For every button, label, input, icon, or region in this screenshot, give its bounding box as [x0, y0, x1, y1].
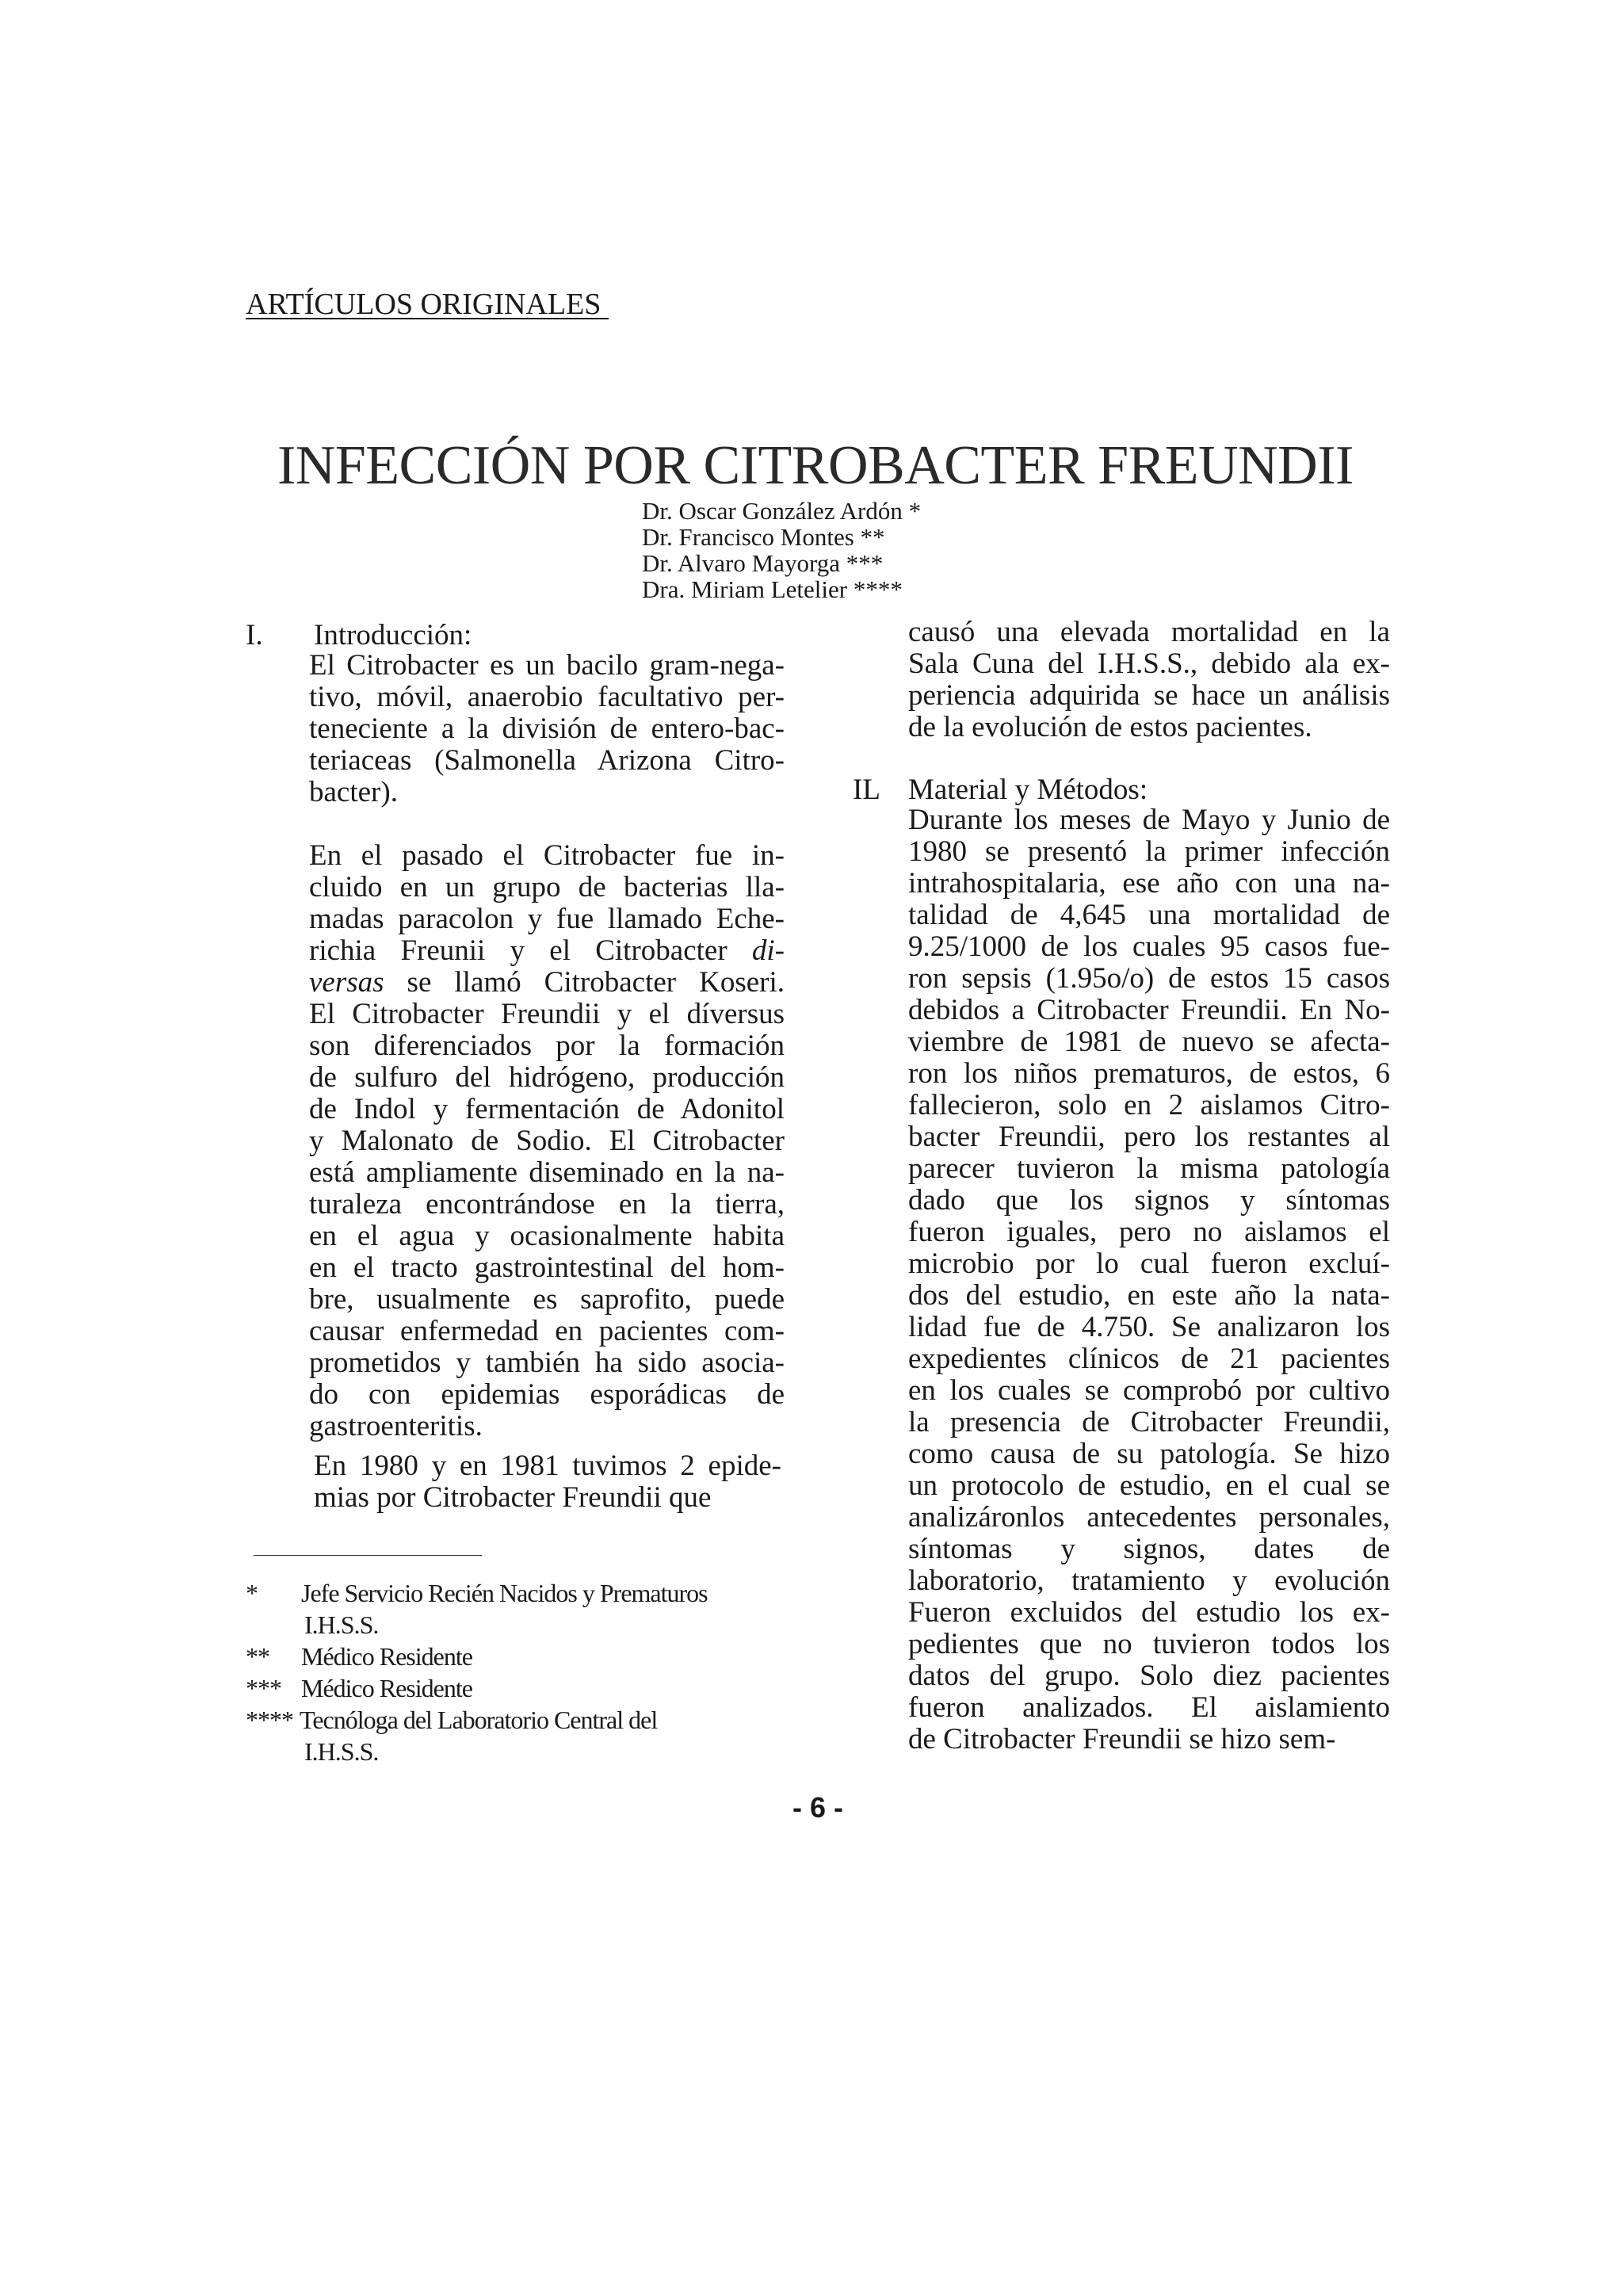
section-number: IL [853, 774, 880, 806]
text-line: Sala Cuna del I.H.S.S., debido ala ex- [908, 648, 1390, 680]
article-title: INFECCIÓN POR CITROBACTER FREUNDII [277, 435, 1354, 496]
methods-heading [853, 773, 1148, 807]
text-line: Durante los meses de Mayo y Junio de [908, 804, 1390, 836]
text-line: intrahospitalaria, ese año con una na- [908, 867, 1390, 900]
intro-continued-paragraph [908, 617, 1390, 743]
author-name: Dr. Oscar González Ardón * [642, 497, 922, 525]
footnote-mark: * [246, 1579, 258, 1607]
text-line: cluido en un grupo de bacterias lla- [309, 871, 785, 904]
author-name: Dr. Francisco Montes ** [642, 523, 885, 551]
section-number: I. [246, 619, 263, 651]
text-line: bre, usualmente es saprofito, puede [309, 1283, 785, 1316]
text-line: en los cuales se comprobó por cultivo [908, 1374, 1390, 1407]
text-line: viembre de 1981 de nuevo se afecta- [908, 1026, 1390, 1058]
section-heading-text: Material y Métodos: [908, 774, 1148, 806]
text-line: richia Freunii y el Citrobacter di- [309, 934, 785, 967]
text-line: un protocolo de estudio, en el cual se [908, 1469, 1390, 1502]
intro-heading [246, 618, 472, 652]
text-line: periencia adquirida se hace un análisis [908, 679, 1390, 712]
text-line: dado que los signos y síntomas [908, 1184, 1390, 1217]
footnote-line [246, 1704, 708, 1736]
author-list [642, 498, 921, 602]
footnote-line [246, 1577, 708, 1609]
author-name: Dra. Miriam Letelier **** [642, 575, 903, 603]
text-line: mias por Citrobacter Freundii que [314, 1481, 712, 1514]
footnote-text: I.H.S.S. [304, 1610, 379, 1639]
author-name: Dr. Alvaro Mayorga *** [642, 549, 884, 577]
intro-paragraph-1 [309, 650, 785, 808]
section-label: ARTÍCULOS ORIGINALES [246, 288, 609, 321]
text-line: En el pasado el Citrobacter fue in- [309, 839, 785, 872]
text-line: talidad de 4,645 una mortalidad de [908, 899, 1390, 931]
text-line: causar enfermedad en pacientes com- [309, 1315, 785, 1347]
text-line: ron los niños prematuros, de estos, 6 [908, 1057, 1390, 1090]
text-line: de Indol y fermentación de Adonitol [309, 1093, 785, 1125]
text-line: bacter). [309, 776, 398, 808]
footnote-mark: ** [246, 1642, 269, 1671]
footnote-text: Jefe Servicio Recién Nacidos y Prematuros [301, 1579, 708, 1607]
text-line: en el agua y ocasionalmente habita [309, 1220, 785, 1252]
footnote-mark: **** [246, 1706, 293, 1734]
text-line: teneciente a la división de entero-bac- [309, 712, 785, 745]
text-line: gastroenteritis. [309, 1410, 483, 1442]
footnote-line [246, 1672, 708, 1704]
text-line: debidos a Citrobacter Freundii. En No- [908, 994, 1390, 1026]
intro-paragraph-3 [314, 1450, 781, 1514]
text-line: la presencia de Citrobacter Freundii, [908, 1406, 1390, 1438]
methods-paragraph [908, 804, 1390, 1755]
text-line: lidad fue de 4.750. Se analizaron los [908, 1311, 1390, 1343]
text-line: analizáronlos antecedentes personales, [908, 1501, 1390, 1534]
text-line: fallecieron, solo en 2 aislamos Citro- [908, 1089, 1390, 1121]
footnote-divider [254, 1555, 482, 1556]
text-line: Fueron excluidos del estudio los ex- [908, 1596, 1390, 1629]
text-line: laboratorio, tratamiento y evolución [908, 1564, 1390, 1597]
text-line: ron sepsis (1.95o/o) de estos 15 casos [908, 962, 1390, 995]
footnote-text: I.H.S.S. [304, 1737, 379, 1766]
text-line: microbio por lo cual fueron excluí- [908, 1247, 1390, 1280]
text-line: turaleza encontrándose en la tierra, [309, 1188, 785, 1221]
text-line: tivo, móvil, anaerobio facultativo per- [309, 681, 785, 713]
text-line: son diferenciados por la formación [309, 1030, 785, 1062]
footnote-text: Médico Residente [301, 1642, 472, 1671]
footnote-line [246, 1609, 708, 1641]
text-line: 1980 se presentó la primer infección [908, 835, 1390, 868]
text-line: versas se llamó Citrobacter Koseri. [309, 966, 785, 999]
text-line: está ampliamente diseminado en la na- [309, 1156, 785, 1189]
text-line: de sulfuro del hidrógeno, producción [309, 1061, 785, 1094]
footnotes [246, 1577, 708, 1767]
text-line: y Malonato de Sodio. El Citrobacter [309, 1125, 785, 1157]
text-line: fueron analizados. El aislamiento [908, 1691, 1390, 1724]
text-line: madas paracolon y fue llamado Eche- [309, 903, 785, 935]
text-line: do con epidemias esporádicas de [309, 1378, 785, 1411]
footnote-line [246, 1641, 708, 1672]
text-line: datos del grupo. Solo diez pacientes [908, 1660, 1390, 1692]
text-line: causó una elevada mortalidad en la [908, 616, 1390, 648]
text-line: El Citrobacter Freundii y el díversus [309, 998, 785, 1030]
text-line: En 1980 y en 1981 tuvimos 2 epide- [314, 1450, 781, 1482]
text-line: prometidos y también ha sido asocia- [309, 1347, 785, 1379]
section-heading-text: Introducción: [314, 619, 472, 651]
text-line: bacter Freundii, pero los restantes al [908, 1121, 1390, 1153]
text-line: síntomas y signos, dates de [908, 1533, 1390, 1565]
text-line: parecer tuvieron la misma patología [908, 1152, 1390, 1185]
text-line: pedientes que no tuvieron todos los [908, 1628, 1390, 1660]
text-line: dos del estudio, en este año la nata- [908, 1279, 1390, 1312]
footnote-mark: *** [246, 1674, 281, 1702]
footnote-line [246, 1736, 708, 1767]
text-line: como causa de su patología. Se hizo [908, 1438, 1390, 1470]
text-line: fueron iguales, pero no aislamos el [908, 1216, 1390, 1248]
text-line: en el tracto gastrointestinal del hom- [309, 1251, 785, 1284]
text-line: teriaceas (Salmonella Arizona Citro- [309, 744, 785, 777]
page-number: - 6 - [792, 1791, 844, 1824]
footnote-text: Tecnóloga del Laboratorio Central del [300, 1706, 658, 1734]
text-line: de Citrobacter Freundii se hizo sem- [908, 1723, 1336, 1755]
text-line: de la evolución de estos pacientes. [908, 711, 1312, 743]
footnote-text: Médico Residente [301, 1674, 472, 1702]
text-line: 9.25/1000 de los cuales 95 casos fue- [908, 930, 1390, 963]
text-line: El Citrobacter es un bacilo gram-nega- [309, 649, 785, 682]
intro-paragraph-2 [309, 840, 785, 1442]
text-line: expedientes clínicos de 21 pacientes [908, 1343, 1390, 1375]
